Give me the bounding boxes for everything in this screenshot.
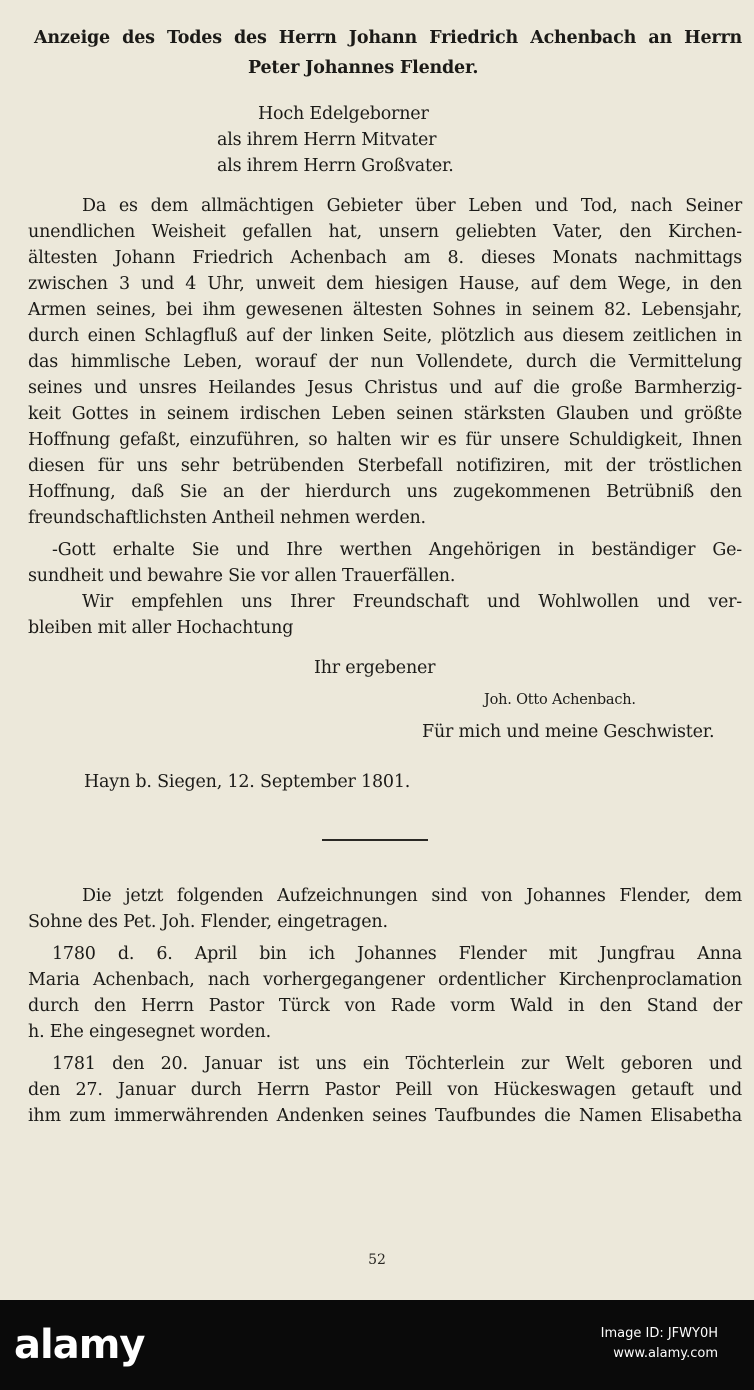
body-line: unendlichen Weisheit gefallen hat, unsern geliebten Vater, den Kirchen- xyxy=(28,222,742,242)
salutation-line-2: als ihrem Herrn Mitvater xyxy=(217,130,437,150)
notes-line: Die jetzt folgenden Aufzeichnungen sind von Johannes Flender, dem xyxy=(82,886,742,906)
body-line: Wir empfehlen uns Ihrer Freundschaft und Wohlwollen und ver- xyxy=(82,592,742,612)
body-line: durch einen Schlagfluß auf der linken Seite, plötzlich aus diesem zeitlichen in xyxy=(28,326,742,346)
title-line-1: Anzeige des Todes des Herrn Johann Friedrich Achenbach an Herrn xyxy=(34,28,742,48)
body-line: bleiben mit aller Hochachtung xyxy=(28,618,294,638)
notes-line: Maria Achenbach, nach vorhergegangener ordentlicher Kirchenproclamation xyxy=(28,970,742,990)
body-line: keit Gottes in seinem irdischen Leben seinen stärksten Glauben und größte xyxy=(28,404,742,424)
body-line: Armen seines, bei ihm gewesenen ältesten Sohnes in seinem 82. Lebensjahr, xyxy=(28,300,742,320)
page-number: 52 xyxy=(368,1252,386,1268)
closing-text: Ihr ergebener xyxy=(314,658,436,678)
body-line: das himmlische Leben, worauf der nun Vollendete, durch die Vermittelung xyxy=(28,352,742,372)
body-line: Hoffnung gefaßt, einzuführen, so halten wir es für unsere Schuldigkeit, Ihnen xyxy=(28,430,742,450)
body-line: Da es dem allmächtigen Gebieter über Leben und Tod, nach Seiner xyxy=(82,196,742,216)
salutation-line-1: Hoch Edelgeborner xyxy=(258,104,429,124)
notes-line: 1781 den 20. Januar ist uns ein Töchterlein zur Welt geboren und xyxy=(52,1054,742,1074)
notes-line: ihm zum immerwährenden Andenken seines Taufbundes die Namen Elisabetha xyxy=(28,1106,742,1126)
body-line: seines und unsres Heilandes Jesus Christus und auf die große Barmherzig- xyxy=(28,378,742,398)
notes-line: 1780 d. 6. April bin ich Johannes Flender mit Jungfrau Anna xyxy=(52,944,742,964)
notes-line: h. Ehe eingesegnet worden. xyxy=(28,1022,271,1042)
place-date: Hayn b. Siegen, 12. September 1801. xyxy=(84,772,411,792)
signature-name: Joh. Otto Achenbach. xyxy=(484,692,636,708)
body-line: sundheit und bewahre Sie vor allen Trauerfällen. xyxy=(28,566,456,586)
body-line: ältesten Johann Friedrich Achenbach am 8. dieses Monats nachmittags xyxy=(28,248,742,268)
body-line: -Gott erhalte Sie und Ihre werthen Angehörigen in beständiger Ge- xyxy=(52,540,742,560)
notes-line: Sohne des Pet. Joh. Flender, eingetragen. xyxy=(28,912,388,932)
title-line-2: Peter Johannes Flender. xyxy=(248,58,479,78)
notes-line: den 27. Januar durch Herrn Pastor Peill von Hückeswagen getauft und xyxy=(28,1080,742,1100)
watermark-url: www.alamy.com xyxy=(613,1346,718,1361)
section-divider xyxy=(322,839,428,841)
signature-note: Für mich und meine Geschwister. xyxy=(422,722,715,742)
salutation-line-3: als ihrem Herrn Großvater. xyxy=(217,156,454,176)
notes-line: durch den Herrn Pastor Türck von Rade vorm Wald in den Stand der xyxy=(28,996,742,1016)
body-line: diesen für uns sehr betrübenden Sterbefall notifiziren, mit der tröstlichen xyxy=(28,456,742,476)
body-line: freundschaftlichsten Antheil nehmen werden. xyxy=(28,508,426,528)
watermark-logo: alamy xyxy=(14,1322,145,1368)
body-line: zwischen 3 und 4 Uhr, unweit dem hiesigen Hause, auf dem Wege, in den xyxy=(28,274,742,294)
body-line: Hoffnung, daß Sie an der hierdurch uns zugekommenen Betrübniß den xyxy=(28,482,742,502)
watermark-image-id: Image ID: JFWY0H xyxy=(600,1326,718,1341)
